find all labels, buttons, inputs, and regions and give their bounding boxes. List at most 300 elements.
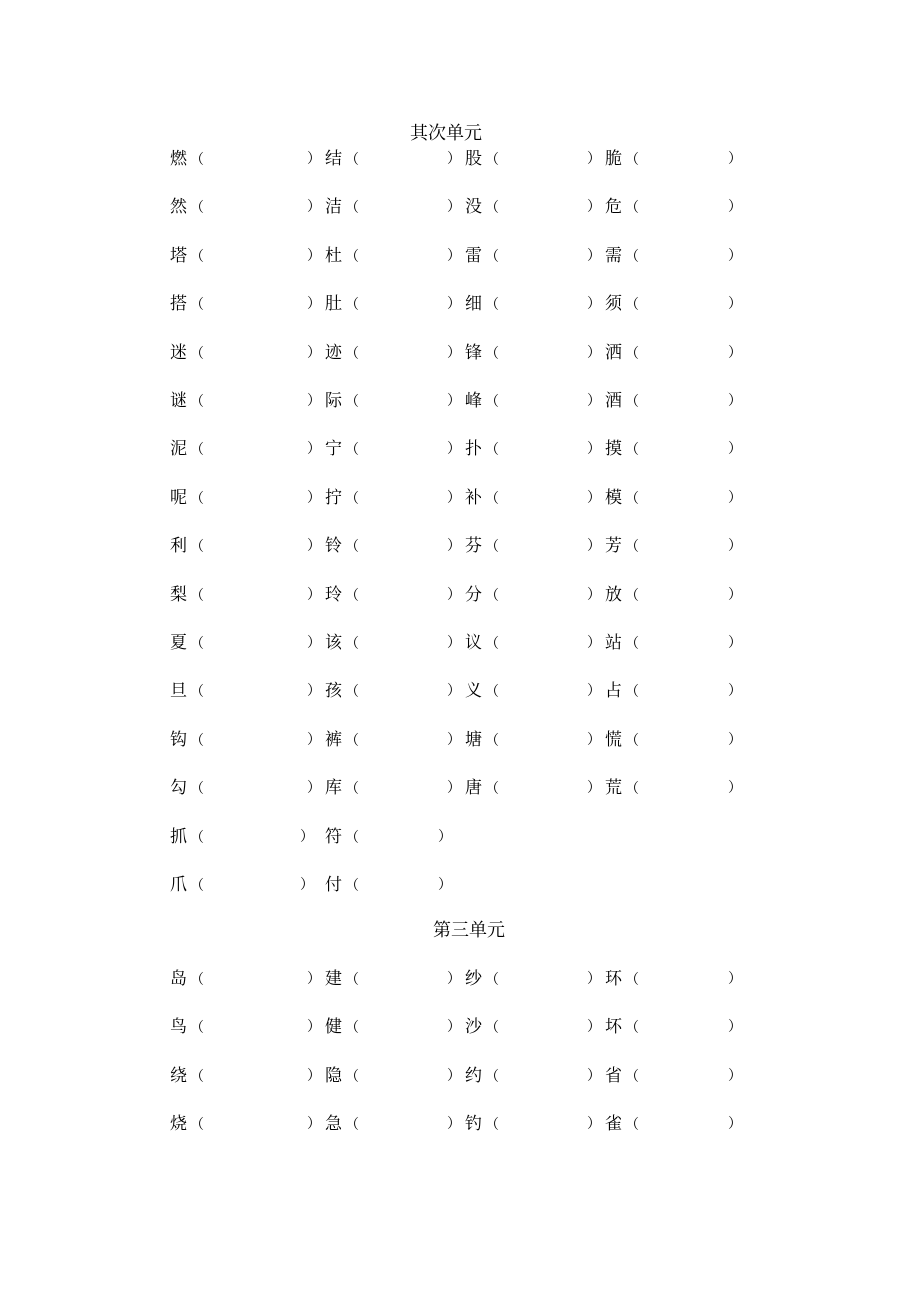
character: 峰 xyxy=(465,391,482,411)
open-paren: （ xyxy=(485,732,499,749)
character-item xyxy=(170,245,204,267)
close-paren: ） xyxy=(587,586,601,603)
open-paren: （ xyxy=(345,878,359,894)
character: 芳 xyxy=(605,536,622,557)
character-item xyxy=(170,535,204,557)
character-item xyxy=(605,342,639,364)
character-item xyxy=(465,438,499,460)
character: 该 xyxy=(325,633,342,653)
open-paren: （ xyxy=(625,200,639,217)
character-item xyxy=(325,680,359,702)
open-paren: （ xyxy=(190,972,204,988)
character-item xyxy=(605,968,639,990)
character: 烧 xyxy=(170,1114,187,1135)
close-paren: ） xyxy=(307,1067,321,1084)
character-item xyxy=(465,1065,499,1087)
character: 搭 xyxy=(170,294,187,315)
character: 脆 xyxy=(605,149,622,169)
character-item xyxy=(170,342,204,364)
open-paren: （ xyxy=(190,394,204,410)
close-paren: ） xyxy=(447,296,461,313)
character-item xyxy=(465,968,499,990)
close-paren: ） xyxy=(307,586,321,603)
open-paren: （ xyxy=(190,732,204,749)
character-item xyxy=(465,342,499,364)
open-paren: （ xyxy=(485,972,499,988)
character-item xyxy=(325,438,359,460)
close-paren: ） xyxy=(447,199,461,216)
close-paren: ） xyxy=(307,247,321,264)
character: 燃 xyxy=(170,149,187,169)
open-paren: （ xyxy=(345,539,359,556)
close-paren: ） xyxy=(300,828,314,845)
character-item xyxy=(605,535,639,557)
close-paren: ） xyxy=(587,247,601,264)
character-item xyxy=(170,584,204,606)
open-paren: （ xyxy=(190,587,204,604)
close-paren: ） xyxy=(307,538,321,555)
character: 爪 xyxy=(170,875,187,895)
character: 没 xyxy=(465,197,482,218)
close-paren: ） xyxy=(447,1019,461,1036)
character-item xyxy=(325,342,359,364)
character-item xyxy=(170,148,204,170)
open-paren: （ xyxy=(485,781,499,798)
close-paren: ） xyxy=(447,441,461,458)
character: 夏 xyxy=(170,633,187,653)
character: 纱 xyxy=(465,969,482,989)
close-paren: ） xyxy=(728,1116,742,1133)
character: 省 xyxy=(605,1065,622,1086)
open-paren: （ xyxy=(345,152,359,168)
open-paren: （ xyxy=(485,539,499,556)
character-row xyxy=(0,196,920,218)
close-paren: ） xyxy=(728,199,742,216)
character: 符 xyxy=(325,826,342,847)
open-paren: （ xyxy=(485,1068,499,1085)
open-paren: （ xyxy=(485,1020,499,1037)
character-item xyxy=(325,293,359,315)
character: 塔 xyxy=(170,245,187,266)
close-paren: ） xyxy=(587,151,601,167)
character: 梨 xyxy=(170,584,187,605)
character: 唐 xyxy=(465,778,482,799)
character-item xyxy=(465,729,499,751)
open-paren: （ xyxy=(190,684,204,701)
character-item xyxy=(325,196,359,218)
character: 宁 xyxy=(325,439,342,460)
close-paren: ） xyxy=(728,247,742,264)
close-paren: ） xyxy=(447,971,461,987)
character: 慌 xyxy=(605,729,622,750)
close-paren: ） xyxy=(447,780,461,797)
character-item xyxy=(605,584,639,606)
close-paren: ） xyxy=(728,489,742,506)
open-paren: （ xyxy=(345,781,359,798)
close-paren: ） xyxy=(728,344,742,361)
open-paren: （ xyxy=(345,200,359,217)
close-paren: ） xyxy=(587,441,601,458)
character-row xyxy=(0,487,920,509)
character: 补 xyxy=(465,487,482,508)
character: 际 xyxy=(325,391,342,411)
open-paren: （ xyxy=(625,1020,639,1037)
character: 沙 xyxy=(465,1017,482,1038)
character-item xyxy=(170,968,204,990)
close-paren: ） xyxy=(307,1116,321,1133)
character-item xyxy=(465,1113,499,1135)
character: 荒 xyxy=(605,778,622,799)
character-item xyxy=(605,680,639,702)
open-paren: （ xyxy=(625,152,639,168)
character: 裤 xyxy=(325,729,342,750)
close-paren: ） xyxy=(307,489,321,506)
close-paren: ） xyxy=(728,1019,742,1036)
open-paren: （ xyxy=(625,684,639,701)
character-row xyxy=(0,680,920,702)
character: 约 xyxy=(465,1065,482,1086)
open-paren: （ xyxy=(485,1117,499,1134)
section-title: 第三单元 xyxy=(433,920,505,941)
character: 抓 xyxy=(170,826,187,847)
character: 须 xyxy=(605,294,622,315)
character-row xyxy=(0,968,920,990)
close-paren: ） xyxy=(307,1019,321,1036)
character-row xyxy=(0,342,920,364)
character: 需 xyxy=(605,245,622,266)
character: 细 xyxy=(465,294,482,315)
character: 钩 xyxy=(170,729,187,750)
character-item xyxy=(325,535,359,557)
character-row xyxy=(0,632,920,654)
character-row xyxy=(0,584,920,606)
close-paren: ） xyxy=(307,780,321,797)
character: 义 xyxy=(465,681,482,702)
close-paren: ） xyxy=(307,635,321,651)
open-paren: （ xyxy=(625,490,639,507)
character-item xyxy=(465,245,499,267)
open-paren: （ xyxy=(190,442,204,459)
close-paren: ） xyxy=(728,441,742,458)
open-paren: （ xyxy=(345,587,359,604)
open-paren: （ xyxy=(625,539,639,556)
close-paren: ） xyxy=(447,538,461,555)
open-paren: （ xyxy=(190,539,204,556)
character-item xyxy=(170,777,204,799)
close-paren: ） xyxy=(587,780,601,797)
character-item xyxy=(325,968,359,990)
character-item xyxy=(605,148,639,170)
character-row xyxy=(0,777,920,799)
open-paren: （ xyxy=(625,345,639,362)
close-paren: ） xyxy=(447,344,461,361)
character-item xyxy=(170,438,204,460)
close-paren: ） xyxy=(300,877,314,893)
open-paren: （ xyxy=(190,781,204,798)
character: 股 xyxy=(465,149,482,169)
character-row xyxy=(0,826,920,848)
character: 建 xyxy=(325,969,342,989)
close-paren: ） xyxy=(307,296,321,313)
close-paren: ） xyxy=(447,1067,461,1084)
open-paren: （ xyxy=(190,297,204,314)
character-item xyxy=(465,293,499,315)
character: 健 xyxy=(325,1017,342,1038)
character: 议 xyxy=(465,633,482,653)
open-paren: （ xyxy=(625,394,639,410)
close-paren: ） xyxy=(447,247,461,264)
character-item xyxy=(170,1016,204,1038)
character: 旦 xyxy=(170,681,187,702)
close-paren: ） xyxy=(587,199,601,216)
close-paren: ） xyxy=(587,393,601,409)
close-paren: ） xyxy=(728,780,742,797)
character: 雀 xyxy=(605,1114,622,1135)
character-item xyxy=(325,245,359,267)
character-row xyxy=(0,293,920,315)
character-item xyxy=(465,777,499,799)
open-paren: （ xyxy=(345,345,359,362)
character: 泥 xyxy=(170,439,187,460)
close-paren: ） xyxy=(438,828,452,845)
open-paren: （ xyxy=(625,972,639,988)
character-item xyxy=(170,293,204,315)
character-row xyxy=(0,874,920,896)
close-paren: ） xyxy=(728,1067,742,1084)
character-row xyxy=(0,148,920,170)
character-item xyxy=(465,390,499,412)
close-paren: ） xyxy=(307,199,321,216)
open-paren: （ xyxy=(345,732,359,749)
character: 结 xyxy=(325,149,342,169)
character: 付 xyxy=(325,875,342,895)
character: 洒 xyxy=(605,342,622,363)
open-paren: （ xyxy=(345,442,359,459)
section-title: 其次单元 xyxy=(410,123,482,144)
character-item xyxy=(465,196,499,218)
close-paren: ） xyxy=(728,683,742,700)
close-paren: ） xyxy=(447,393,461,409)
open-paren: （ xyxy=(485,587,499,604)
character-item xyxy=(605,438,639,460)
open-paren: （ xyxy=(345,684,359,701)
character-item xyxy=(325,826,359,848)
character-item xyxy=(170,1065,204,1087)
character-item xyxy=(170,196,204,218)
close-paren: ） xyxy=(728,586,742,603)
close-paren: ） xyxy=(587,1067,601,1084)
character-item xyxy=(325,777,359,799)
character: 洁 xyxy=(325,197,342,218)
character: 塘 xyxy=(465,729,482,750)
character-item xyxy=(605,632,639,654)
close-paren: ） xyxy=(587,489,601,506)
character-item xyxy=(325,1065,359,1087)
character: 迷 xyxy=(170,342,187,363)
open-paren: （ xyxy=(190,490,204,507)
character: 肚 xyxy=(325,294,342,315)
character-row xyxy=(0,1065,920,1087)
character-item xyxy=(605,487,639,509)
close-paren: ） xyxy=(438,877,452,893)
character-item xyxy=(605,777,639,799)
character-row xyxy=(0,535,920,557)
character-item xyxy=(605,245,639,267)
close-paren: ） xyxy=(307,971,321,987)
open-paren: （ xyxy=(345,394,359,410)
character-item xyxy=(170,826,204,848)
close-paren: ） xyxy=(587,731,601,748)
character-item xyxy=(170,1113,204,1135)
close-paren: ） xyxy=(587,538,601,555)
open-paren: （ xyxy=(190,878,204,894)
character-item xyxy=(325,729,359,751)
open-paren: （ xyxy=(190,345,204,362)
close-paren: ） xyxy=(307,344,321,361)
open-paren: （ xyxy=(625,587,639,604)
character-item xyxy=(605,1113,639,1135)
character: 杜 xyxy=(325,245,342,266)
close-paren: ） xyxy=(307,441,321,458)
character-row xyxy=(0,390,920,412)
character-item xyxy=(325,148,359,170)
character-item xyxy=(605,196,639,218)
character: 芬 xyxy=(465,536,482,557)
character-item xyxy=(465,487,499,509)
open-paren: （ xyxy=(625,297,639,314)
character: 雷 xyxy=(465,245,482,266)
open-paren: （ xyxy=(190,1068,204,1085)
close-paren: ） xyxy=(728,538,742,555)
open-paren: （ xyxy=(190,200,204,217)
character: 然 xyxy=(170,197,187,218)
character-item xyxy=(325,390,359,412)
open-paren: （ xyxy=(625,1117,639,1134)
close-paren: ） xyxy=(447,1116,461,1133)
open-paren: （ xyxy=(625,781,639,798)
close-paren: ） xyxy=(587,683,601,700)
open-paren: （ xyxy=(485,490,499,507)
character: 占 xyxy=(605,681,622,702)
open-paren: （ xyxy=(345,1020,359,1037)
character-item xyxy=(605,1065,639,1087)
open-paren: （ xyxy=(485,345,499,362)
close-paren: ） xyxy=(447,489,461,506)
close-paren: ） xyxy=(728,971,742,987)
character: 分 xyxy=(465,584,482,605)
close-paren: ） xyxy=(447,586,461,603)
close-paren: ） xyxy=(307,393,321,409)
open-paren: （ xyxy=(485,248,499,265)
close-paren: ） xyxy=(587,344,601,361)
character: 谜 xyxy=(170,391,187,411)
close-paren: ） xyxy=(447,151,461,167)
character: 放 xyxy=(605,584,622,605)
character-item xyxy=(325,632,359,654)
close-paren: ） xyxy=(307,683,321,700)
open-paren: （ xyxy=(485,442,499,459)
character: 危 xyxy=(605,197,622,218)
close-paren: ） xyxy=(307,151,321,167)
character-item xyxy=(605,390,639,412)
close-paren: ） xyxy=(728,635,742,651)
open-paren: （ xyxy=(345,1068,359,1085)
close-paren: ） xyxy=(307,731,321,748)
character: 模 xyxy=(605,487,622,508)
open-paren: （ xyxy=(345,490,359,507)
open-paren: （ xyxy=(625,248,639,265)
character: 库 xyxy=(325,778,342,799)
character: 勾 xyxy=(170,778,187,799)
character: 利 xyxy=(170,536,187,557)
close-paren: ） xyxy=(587,1116,601,1133)
open-paren: （ xyxy=(190,636,204,652)
open-paren: （ xyxy=(190,248,204,265)
character-item xyxy=(465,680,499,702)
close-paren: ） xyxy=(447,683,461,700)
character-item xyxy=(170,680,204,702)
open-paren: （ xyxy=(485,636,499,652)
open-paren: （ xyxy=(625,732,639,749)
open-paren: （ xyxy=(190,152,204,168)
character: 钓 xyxy=(465,1114,482,1135)
character: 呢 xyxy=(170,487,187,508)
open-paren: （ xyxy=(345,829,359,846)
character-row xyxy=(0,1016,920,1038)
character: 玲 xyxy=(325,584,342,605)
close-paren: ） xyxy=(728,731,742,748)
character-item xyxy=(325,1016,359,1038)
character: 绕 xyxy=(170,1065,187,1086)
character-item xyxy=(605,293,639,315)
character: 摸 xyxy=(605,439,622,460)
character: 孩 xyxy=(325,681,342,702)
character: 坏 xyxy=(605,1017,622,1038)
character-item xyxy=(465,584,499,606)
open-paren: （ xyxy=(190,829,204,846)
character-item xyxy=(325,874,359,896)
open-paren: （ xyxy=(345,1117,359,1134)
close-paren: ） xyxy=(728,151,742,167)
close-paren: ） xyxy=(728,296,742,313)
character: 扑 xyxy=(465,439,482,460)
open-paren: （ xyxy=(625,636,639,652)
character: 隐 xyxy=(325,1065,342,1086)
character-item xyxy=(465,632,499,654)
character-item xyxy=(170,487,204,509)
open-paren: （ xyxy=(485,152,499,168)
open-paren: （ xyxy=(190,1020,204,1037)
character-item xyxy=(605,729,639,751)
character: 酒 xyxy=(605,391,622,411)
close-paren: ） xyxy=(587,971,601,987)
character-item xyxy=(605,1016,639,1038)
open-paren: （ xyxy=(485,394,499,410)
character: 迹 xyxy=(325,342,342,363)
open-paren: （ xyxy=(345,972,359,988)
character-item xyxy=(465,535,499,557)
open-paren: （ xyxy=(190,1117,204,1134)
open-paren: （ xyxy=(625,1068,639,1085)
character: 锋 xyxy=(465,342,482,363)
character: 站 xyxy=(605,633,622,653)
character-row xyxy=(0,245,920,267)
character-row xyxy=(0,1113,920,1135)
close-paren: ） xyxy=(728,393,742,409)
character: 鸟 xyxy=(170,1017,187,1038)
open-paren: （ xyxy=(485,200,499,217)
open-paren: （ xyxy=(345,636,359,652)
